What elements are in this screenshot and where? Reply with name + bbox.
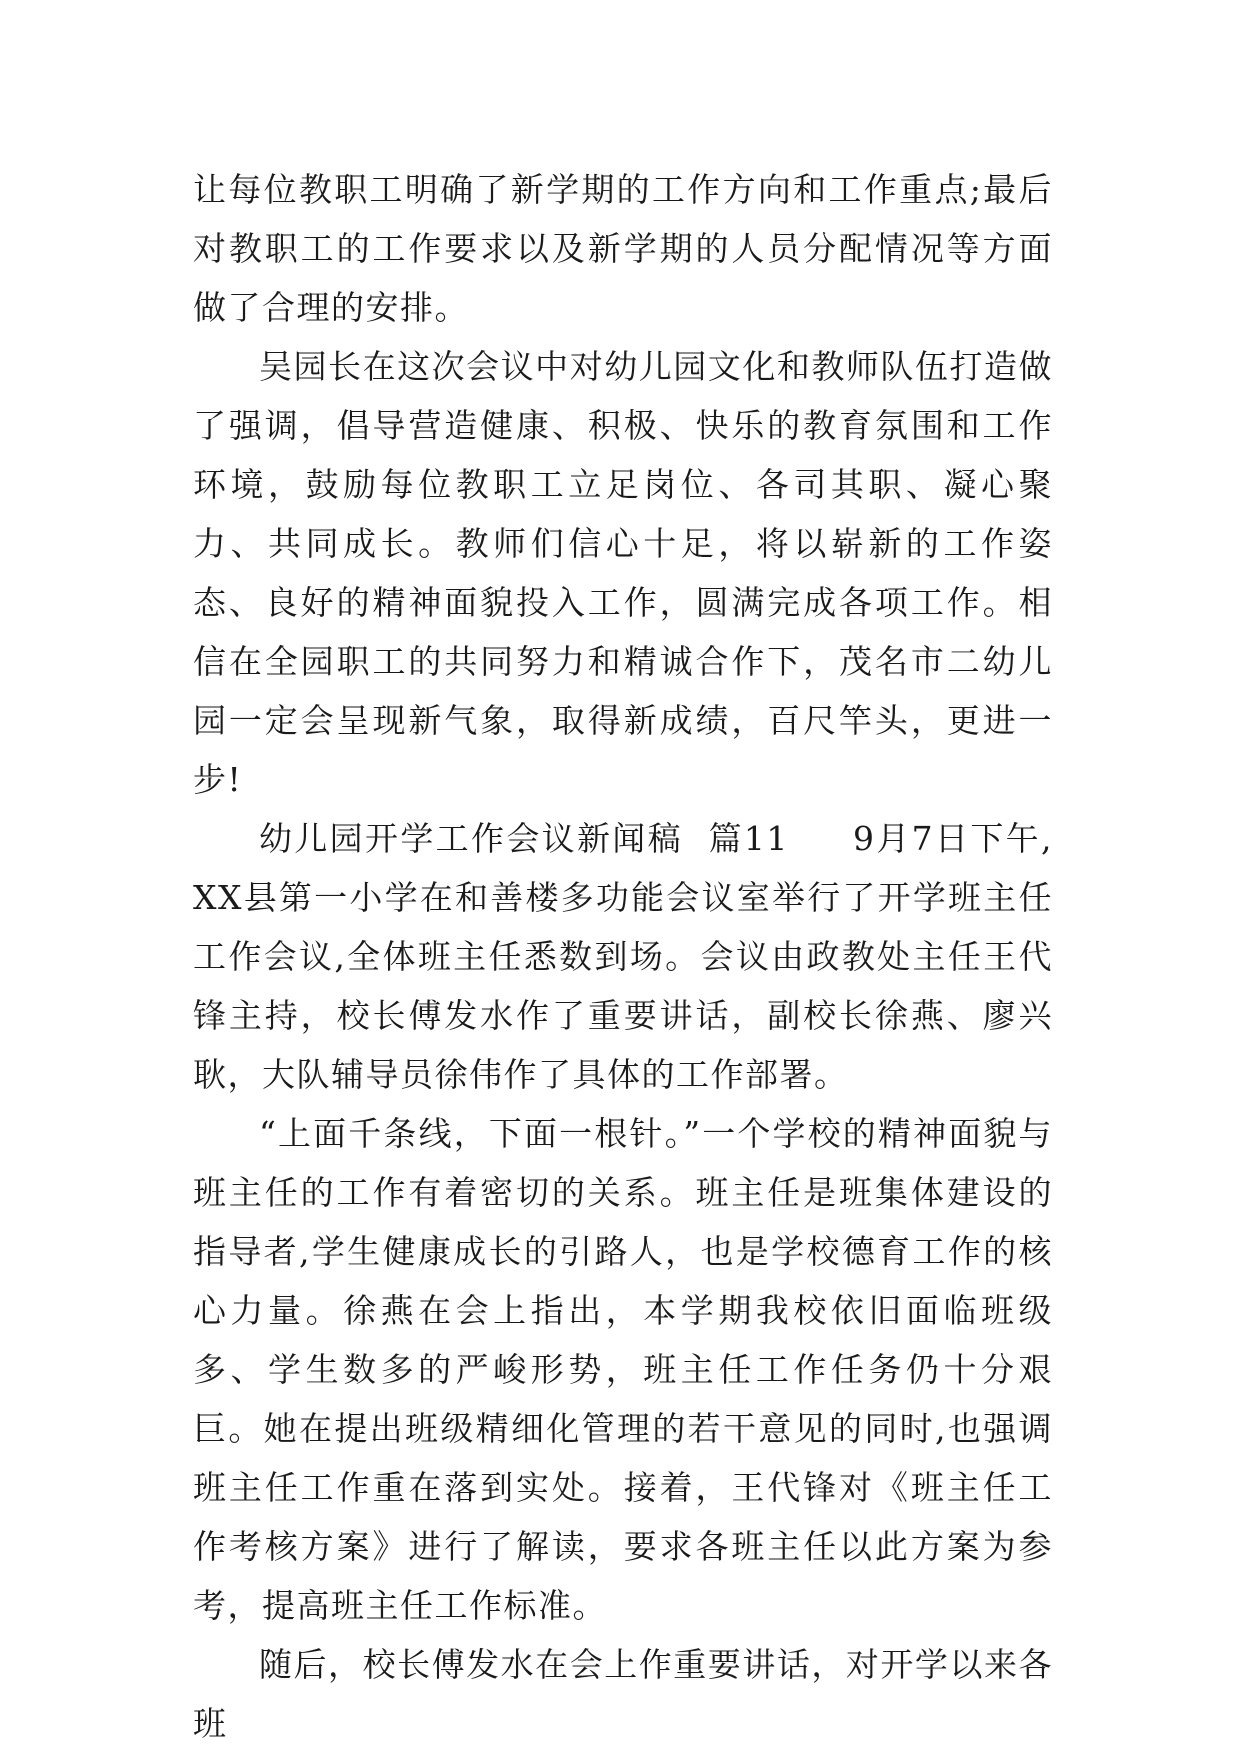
paragraph-2: 吴园长在这次会议中对幼儿园文化和教师队伍打造做了强调，倡导营造健康、积极、快乐的教育氛围和工作环境，鼓励每位教职工立足岗位、各司其职、凝心聚力、共同成长。教师们信心十足，将以崭新的工作姿态、良好的精神面貌投入工作，圆满完成各项工作。相信在全园职工的共同努力和精诚合作下，茂名市二幼儿园一定会呈现新气象，取得新成绩，百尺竿头，更进一步!: [193, 347, 1053, 799]
paragraph-3: 幼儿园开学工作会议新闻稿 篇11 9月7日下午,XX县第一小学在和善楼多功能会议室举行了开学班主任工作会议,全体班主任悉数到场。会议由政教处主任王代锋主持，校长傅发水作了重要讲话，副校长徐燕、廖兴耿，大队辅导员徐伟作了具体的工作部署。: [193, 819, 1053, 1094]
paragraph-5: 随后，校长傅发水在会上作重要讲话，对开学以来各班: [193, 1645, 1053, 1743]
body-text: [193, 160, 1053, 1753]
paragraph-1: 让每位教职工明确了新学期的工作方向和工作重点;最后对教职工的工作要求以及新学期的人员分配情况等方面做了合理的安排。: [193, 170, 1053, 327]
paragraph-4: “上面千条线，下面一根针。”一个学校的精神面貌与班主任的工作有着密切的关系。班主任是班集体建设的指导者,学生健康成长的引路人，也是学校德育工作的核心力量。徐燕在会上指出，本学期我校依旧面临班级多、学生数多的严峻形势，班主任工作任务仍十分艰巨。她在提出班级精细化管理的若干意见的同时,也强调班主任工作重在落到实处。接着，王代锋对《班主任工作考核方案》进行了解读，要求各班主任以此方案为参考，提高班主任工作标准。: [193, 1114, 1053, 1625]
